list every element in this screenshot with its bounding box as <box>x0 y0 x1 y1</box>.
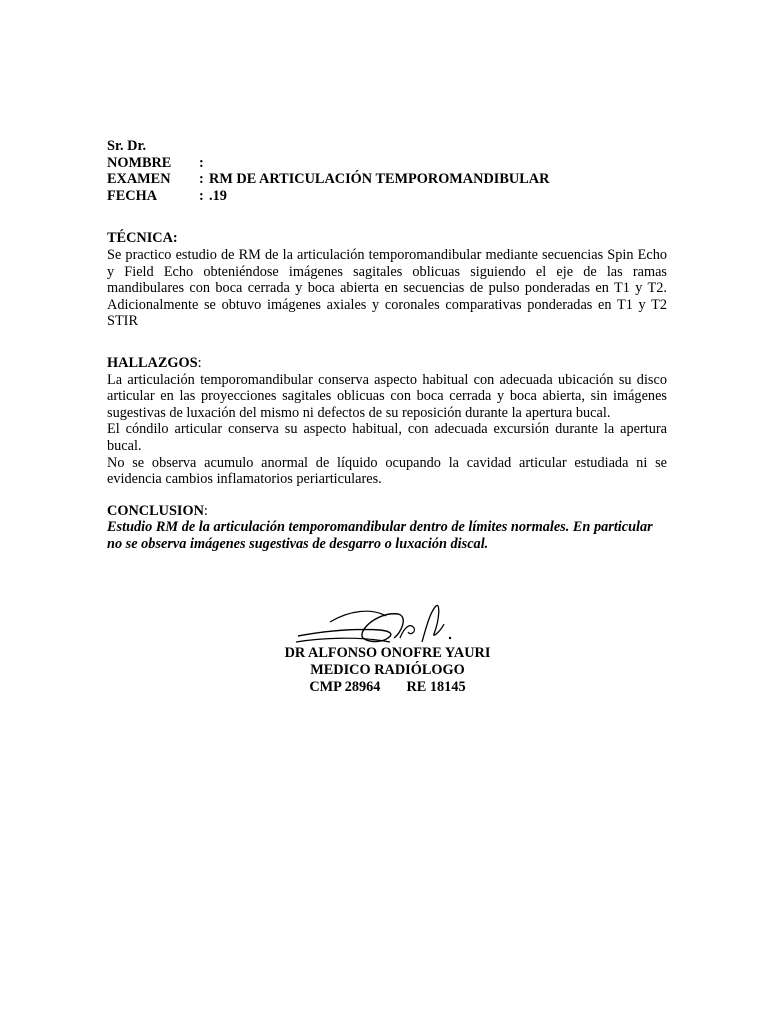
field-colon: : <box>199 154 204 171</box>
conclusion-text: Estudio RM de la articulación temporomandibular dentro de límites normales. En particular no se observa imágenes sugestivas de desgarro o luxación discal. <box>107 519 653 552</box>
tecnica-title: TÉCNICA: <box>107 230 178 247</box>
field-fecha <box>107 188 667 205</box>
field-value: RM DE ARTICULACIÓN TEMPOROMANDIBULAR <box>209 171 550 188</box>
cmp-number: CMP 28964 <box>309 679 381 695</box>
signer-role: MEDICO RADIÓLOGO <box>310 662 465 678</box>
hallazgos-colon: : <box>197 354 202 371</box>
hallazgos-section <box>107 355 667 488</box>
field-label: FECHA <box>107 187 158 204</box>
conclusion-title <box>107 503 667 520</box>
hallazgos-paragraph: El cóndilo articular conserva su aspecto habitual, con adecuada excursión durante la apertura bucal. <box>107 421 667 454</box>
signature-block <box>260 598 515 698</box>
conclusion-colon: : <box>203 502 208 519</box>
signer-name: DR ALFONSO ONOFRE YAURI <box>284 645 491 661</box>
signature-text <box>260 645 515 696</box>
field-examen <box>107 171 667 188</box>
hallazgos-title-text: HALLAZGOS <box>107 354 198 371</box>
field-colon: : <box>199 171 204 188</box>
conclusion-section <box>107 503 667 553</box>
salutation: Sr. Dr. <box>107 138 147 154</box>
field-value: .19 <box>209 187 227 204</box>
hallazgos-title <box>107 355 667 372</box>
tecnica-text: Se practico estudio de RM de la articulación temporomandibular mediante secuencias Spin Echo y Field Echo obteniéndose imágenes sagitales oblicuas siguiendo el eje de las ramas mandibulares con boca cerrada y boca abierta en secuencias de pulso ponderadas en T1 y T2. Adicionalmente se obtuvo imágenes axiales y coronales comparativas ponderadas en T1 y T2 STIR <box>107 246 667 330</box>
tecnica-section <box>107 230 667 330</box>
hallazgos-paragraph: No se observa acumulo anormal de líquido ocupando la cavidad articular estudiada ni se evidencia cambios inflamatorios periarticulares. <box>107 454 667 488</box>
hallazgos-paragraph: La articulación temporomandibular conserva aspecto habitual con adecuada ubicación su disco articular en las proyecciones sagitales oblicuas con boca cerrada y boca abierta, sin imágenes sugestivas de luxación del mismo ni defectos de su reposición durante la apertura bucal. <box>107 371 667 421</box>
field-colon: : <box>199 187 204 204</box>
field-nombre <box>107 155 667 172</box>
field-label: EXAMEN <box>107 171 171 188</box>
re-number: RE 18145 <box>406 679 466 695</box>
report-body <box>107 138 667 552</box>
field-label: NOMBRE <box>107 154 172 171</box>
conclusion-title-text: CONCLUSION <box>107 502 204 519</box>
signer-ids <box>260 679 515 696</box>
